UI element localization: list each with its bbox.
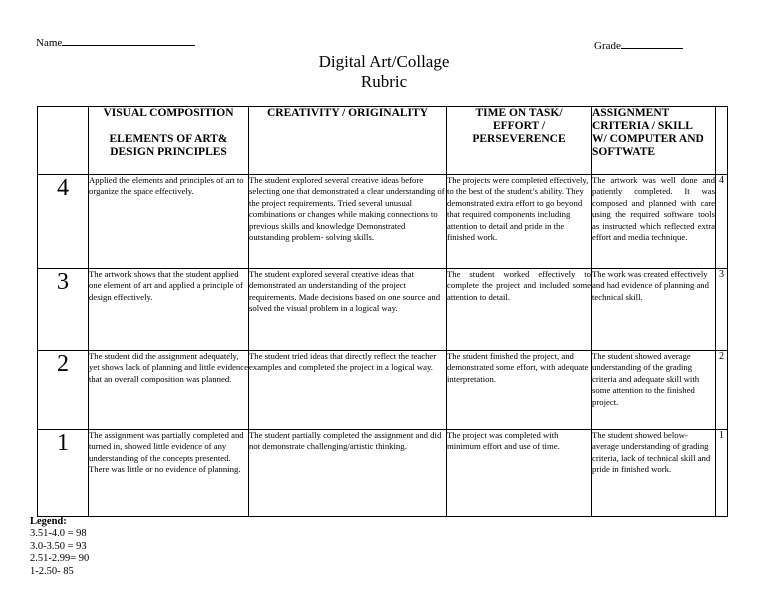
rubric-cell: The student worked effectively to complete the project and included some attention to detail.: [447, 269, 592, 351]
legend: [30, 516, 89, 578]
rubric-cell: The assignment was partially completed and turned in, showed little evidence of any understanding of the concepts presented. There was little or no evidence of planning.: [89, 430, 249, 517]
table-row: [38, 269, 728, 351]
page-title: [0, 52, 768, 92]
name-label: Name: [36, 37, 63, 49]
grade-blank-line: [621, 38, 683, 49]
header-score-cell: [38, 107, 89, 175]
rubric-cell: The student explored several creative ideas before selecting one that demonstrated a clear understanding of the project requirements. Tried several unusual combinations or changes while making connections to previous skills and knowledge Demonstrated outstanding problem- solving skills.: [249, 175, 447, 269]
rubric-cell: The student partially completed the assignment and did not demonstrate challenging/artistic thinking.: [249, 430, 447, 517]
side-score-cell: 3: [716, 269, 728, 351]
legend-item: 1-2.50- 85: [30, 565, 74, 577]
header-visual-composition: VISUAL COMPOSITION ELEMENTS OF ART& DESIGN PRINCIPLES: [89, 107, 249, 175]
side-score-cell: 4: [716, 175, 728, 269]
rubric-table: [37, 106, 728, 517]
header-creativity: CREATIVITY / ORIGINALITY: [249, 107, 447, 175]
rubric-cell: The student did the assignment adequately, yet shows lack of planning and little evidence that an overall composition was planned.: [89, 351, 249, 430]
rubric-cell: The project was completed with minimum effort and use of time.: [447, 430, 592, 517]
rubric-cell: The student explored several creative ideas that demonstrated an understanding of the project requirements. Made decisions based on one source and solved the visual problem in a logical way.: [249, 269, 447, 351]
score-cell: 4: [38, 175, 89, 269]
grade-label: Grade: [594, 40, 621, 52]
rubric-cell: Applied the elements and principles of art to organize the space effectively.: [89, 175, 249, 269]
legend-title: Legend:: [30, 516, 67, 527]
score-cell: 1: [38, 430, 89, 517]
rubric-cell: The student tried ideas that directly reflect the teacher examples and completed the project in a logical way.: [249, 351, 447, 430]
title-line-2: Rubric: [360, 72, 408, 91]
rubric-cell: The artwork was well done and patiently completed. It was composed and planned with care using the required software tools as instructed which reflected extra effort and media technique.: [592, 175, 716, 269]
rubric-cell: The student finished the project, and demonstrated some effort, with adequate interpretation.: [447, 351, 592, 430]
legend-item: 2.51-2.99= 90: [30, 553, 90, 565]
rubric-cell: The student showed below- average understanding of grading criteria, lack of technical skill and pride in finished work.: [592, 430, 716, 517]
legend-item: 3.0-3.50 = 93: [30, 540, 87, 552]
name-blank-line: [62, 35, 195, 46]
score-cell: 3: [38, 269, 89, 351]
name-field: [36, 35, 195, 49]
rubric-cell: The student showed average understanding of the grading criteria and adequate skill with some attention to the finished project.: [592, 351, 716, 430]
header-time-on-task: TIME ON TASK/ EFFORT / PERSEVERENCE: [447, 107, 592, 175]
rubric-cell: The work was created effectively and had evidence of planning and technical skill.: [592, 269, 716, 351]
legend-item: 3.51-4.0 = 98: [30, 528, 87, 540]
header-row: [38, 107, 728, 175]
table-row: [38, 351, 728, 430]
rubric-cell: The artwork shows that the student applied one element of art and applied a principle of design effectively.: [89, 269, 249, 351]
side-score-cell: 2: [716, 351, 728, 430]
header-side-cell: [716, 107, 728, 175]
rubric-cell: The projects were completed effectively, to the best of the student’s ability. They demonstrated extra effort to go beyond that required components including attention to detail and pride in the finished work.: [447, 175, 592, 269]
title-line-1: Digital Art/Collage: [318, 52, 450, 71]
grade-field: [594, 38, 683, 52]
table-row: [38, 430, 728, 517]
score-cell: 2: [38, 351, 89, 430]
table-row: [38, 175, 728, 269]
side-score-cell: 1: [716, 430, 728, 517]
header-assignment-criteria: ASSIGNMENT CRITERIA / SKILL W/ COMPUTER AND SOFTWATE: [592, 107, 716, 175]
